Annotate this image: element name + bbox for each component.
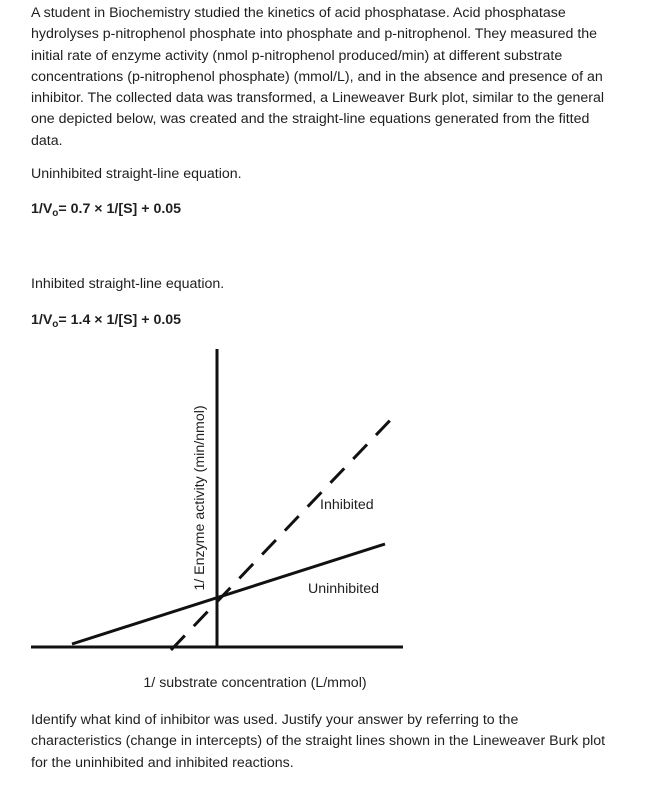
y-axis-label: 1/ Enzyme activity (min/nmol) [192,405,208,591]
problem-intro: A student in Biochemistry studied the kinetics of acid phosphatase. Acid phosphatase hydrolyses p-nitrophenol phosphate into phosphate and p-nitrophenol. They measured the initial rate of enzyme activity (nmol p-nitrophenol produced/min) at different substrate concentrations (p-nitrophenol phosphate) (mmol/L), and in the absence and presence of an inhibitor. The collected data was transformed, a Lineweaver Burk plot, similar to the general one depicted below, was created and the straight-line equations generated from the fitted data. [31,5,605,149]
inhibited-equation-rhs: = 1.4 × 1/[S] + 0.05 [58,312,182,328]
question-text: Identify what kind of inhibitor was used. Justify your answer by referring to the characteristics (change in intercepts) of the straight lines shown in the Lineweaver Burk plot for the uninhibited and inhibited reactions. [31,712,606,771]
uninhibited-equation-subscript: o [52,208,59,219]
uninhibited-equation-label: Uninhibited straight-line equation. [31,166,242,182]
uninhibited-equation-lhs: 1/V [31,201,53,217]
uninhibited-series-label: Uninhibited [308,581,379,597]
uninhibited-equation-rhs: = 0.7 × 1/[S] + 0.05 [58,201,182,217]
x-axis-label: 1/ substrate concentration (L/mmol) [143,675,367,691]
inhibited-equation [31,312,181,328]
uninhibited-equation [31,201,181,217]
inhibited-series-label: Inhibited [320,497,374,513]
inhibited-equation-lhs: 1/V [31,312,53,328]
lineweaver-burk-plot [0,330,648,700]
inhibited-equation-subscript: o [52,319,59,330]
inhibited-equation-label: Inhibited straight-line equation. [31,276,225,292]
